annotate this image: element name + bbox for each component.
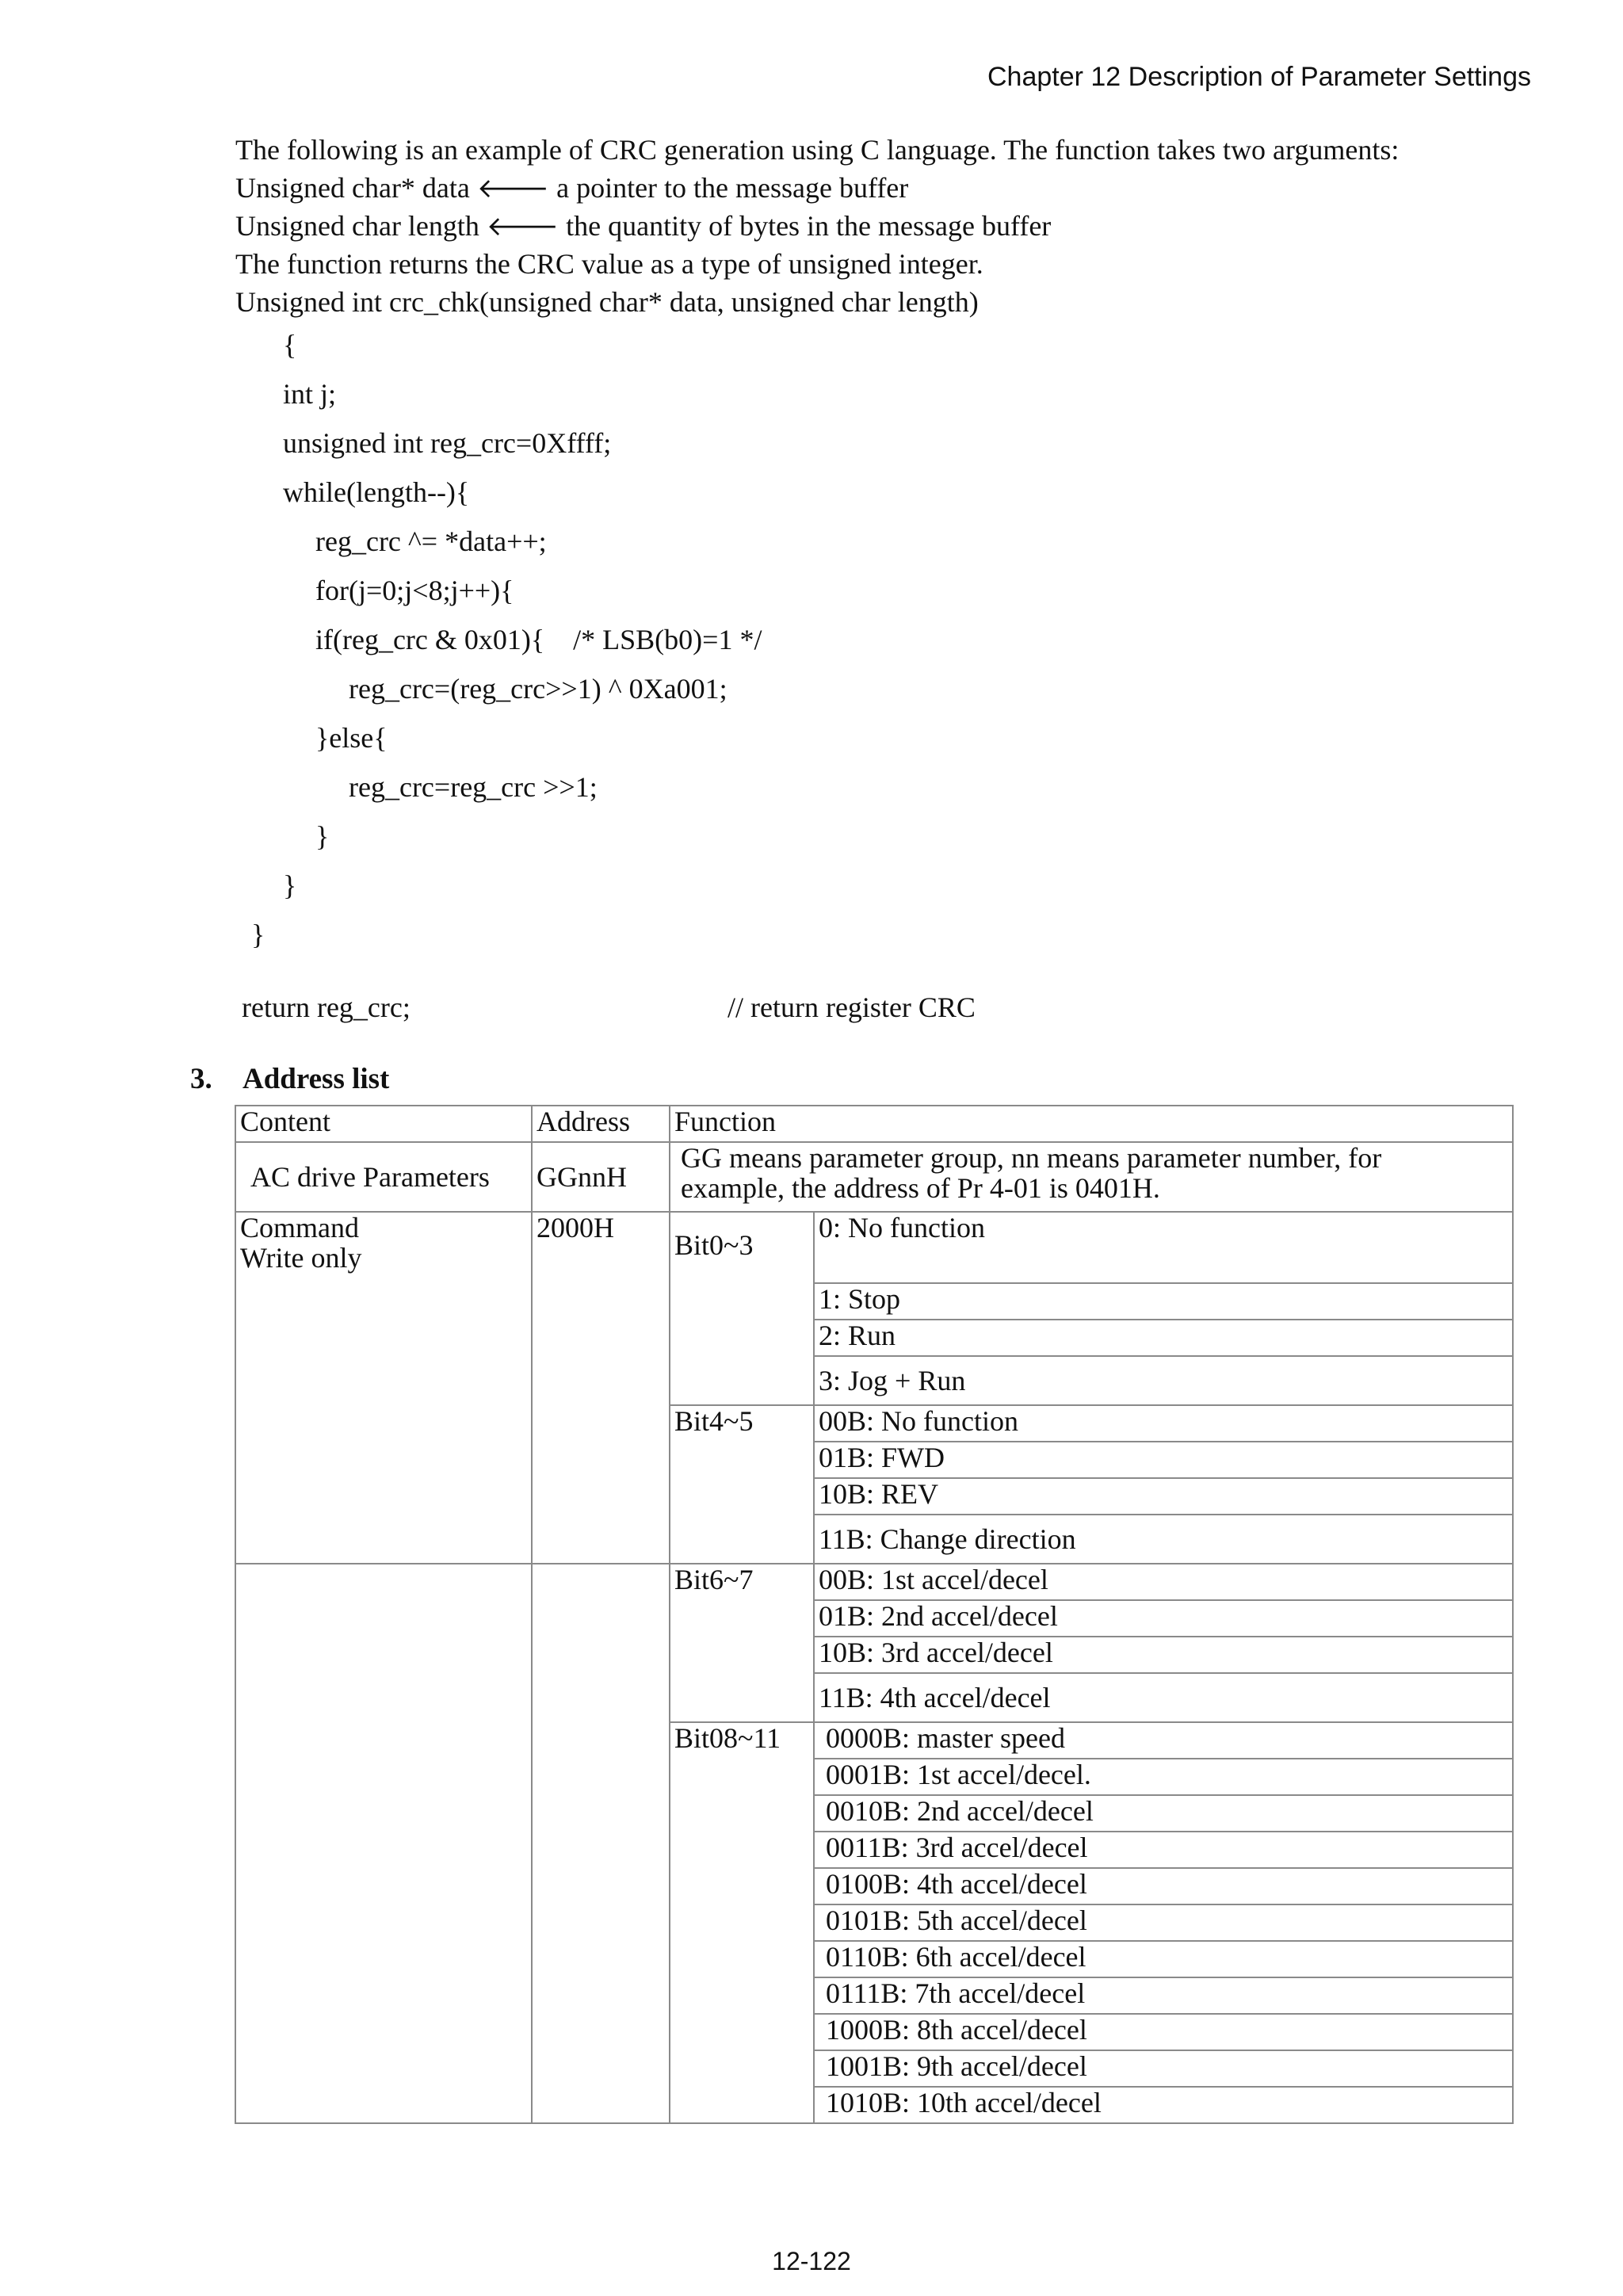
code-line: { (283, 329, 297, 361)
command-content (235, 1212, 532, 1564)
bit-value: 3: Jog + Run (814, 1356, 1513, 1405)
section-heading (190, 1062, 389, 1096)
header-function: Function (670, 1106, 1513, 1142)
code-line: } (283, 869, 297, 901)
command-address: 2000H (532, 1212, 670, 1564)
code-line: for(j=0;j<8;j++){ (315, 575, 514, 606)
bit-value: 0011B: 3rd accel/decel (814, 1832, 1513, 1868)
code-line: reg_crc=reg_crc >>1; (349, 771, 598, 803)
code-line: unsigned int reg_crc=0Xffff; (283, 427, 612, 459)
code-line: reg_crc=(reg_crc>>1) ^ 0Xa001; (349, 673, 727, 705)
intro-line-text: a pointer to the message buffer (549, 172, 909, 204)
code-line: while(length--){ (283, 476, 470, 508)
bit-range: Bit0~3 (670, 1212, 814, 1405)
bit-value: 01B: 2nd accel/decel (814, 1600, 1513, 1637)
table-header-row (235, 1106, 1513, 1142)
intro-line-text: Unsigned char length (235, 210, 487, 242)
bit-value: 10B: 3rd accel/decel (814, 1637, 1513, 1673)
section-title: Address list (242, 1063, 390, 1095)
chapter-header: Chapter 12 Description of Parameter Settings (987, 62, 1531, 92)
bit-range: Bit4~5 (670, 1405, 814, 1564)
ac-content: AC drive Parameters (235, 1142, 532, 1212)
bit-value: 0010B: 2nd accel/decel (814, 1795, 1513, 1832)
return-code: return reg_crc; (242, 991, 411, 1023)
intro-line (235, 171, 908, 204)
bit-value: 0110B: 6th accel/decel (814, 1941, 1513, 1977)
bit-range: Bit08~11 (670, 1722, 814, 2123)
bit-value: 00B: 1st accel/decel (814, 1564, 1513, 1600)
empty-address-cell (532, 1564, 670, 2123)
table-row (235, 1564, 1513, 1600)
arrow-left-icon: 🡐 (476, 173, 550, 204)
bit-value: 2: Run (814, 1320, 1513, 1356)
code-line: }else{ (315, 722, 388, 754)
ac-address: GGnnH (532, 1142, 670, 1212)
table-row-ac-parameters (235, 1142, 1513, 1212)
bit-value: 0101B: 5th accel/decel (814, 1904, 1513, 1941)
ac-function (670, 1142, 1513, 1212)
bit-value: 1: Stop (814, 1283, 1513, 1320)
code-line: reg_crc ^= *data++; (315, 525, 547, 557)
bit-range: Bit6~7 (670, 1564, 814, 1722)
bit-value: 0100B: 4th accel/decel (814, 1868, 1513, 1904)
bit-value: 00B: No function (814, 1405, 1513, 1442)
bit-value: 01B: FWD (814, 1442, 1513, 1478)
return-comment: // return register CRC (727, 991, 976, 1023)
ac-function-line: GG means parameter group, nn means parameter number, for (681, 1142, 1382, 1174)
bit-value: 0: No function (814, 1212, 1513, 1283)
command-mode: Write only (240, 1242, 362, 1274)
code-line: int j; (283, 378, 337, 410)
code-line: } (251, 919, 265, 950)
intro-line (235, 209, 1051, 243)
code-line: if(reg_crc & 0x01){ /* LSB(b0)=1 */ (315, 624, 762, 655)
bit-value: 11B: 4th accel/decel (814, 1673, 1513, 1722)
address-list-table (235, 1105, 1514, 2124)
bit-value: 11B: Change direction (814, 1515, 1513, 1564)
ac-function-line: example, the address of Pr 4-01 is 0401H. (681, 1172, 1160, 1204)
code-line: } (315, 820, 330, 852)
intro-line-text: Unsigned char* data (235, 172, 477, 204)
arrow-left-icon: 🡐 (486, 211, 559, 243)
header-address: Address (532, 1106, 670, 1142)
table-row (235, 1212, 1513, 1283)
bit-value: 1000B: 8th accel/decel (814, 2014, 1513, 2050)
bit-value: 1010B: 10th accel/decel (814, 2087, 1513, 2123)
header-content: Content (235, 1106, 532, 1142)
page-number: 12-122 (772, 2247, 851, 2275)
bit-value: 0001B: 1st accel/decel. (814, 1759, 1513, 1795)
command-label: Command (240, 1212, 359, 1244)
bit-value: 10B: REV (814, 1478, 1513, 1515)
bit-value: 1001B: 9th accel/decel (814, 2050, 1513, 2087)
empty-content-cell (235, 1564, 532, 2123)
intro-line: Unsigned int crc_chk(unsigned char* data, unsigned char length) (235, 286, 979, 318)
bit-value: 0000B: master speed (814, 1722, 1513, 1759)
bit-value: 0111B: 7th accel/decel (814, 1977, 1513, 2014)
intro-line-text: the quantity of bytes in the message buffer (559, 210, 1052, 242)
intro-line: The following is an example of CRC generation using C language. The function takes two arguments: (235, 134, 1400, 166)
intro-line: The function returns the CRC value as a type of unsigned integer. (235, 248, 983, 280)
section-number: 3. (190, 1063, 212, 1095)
